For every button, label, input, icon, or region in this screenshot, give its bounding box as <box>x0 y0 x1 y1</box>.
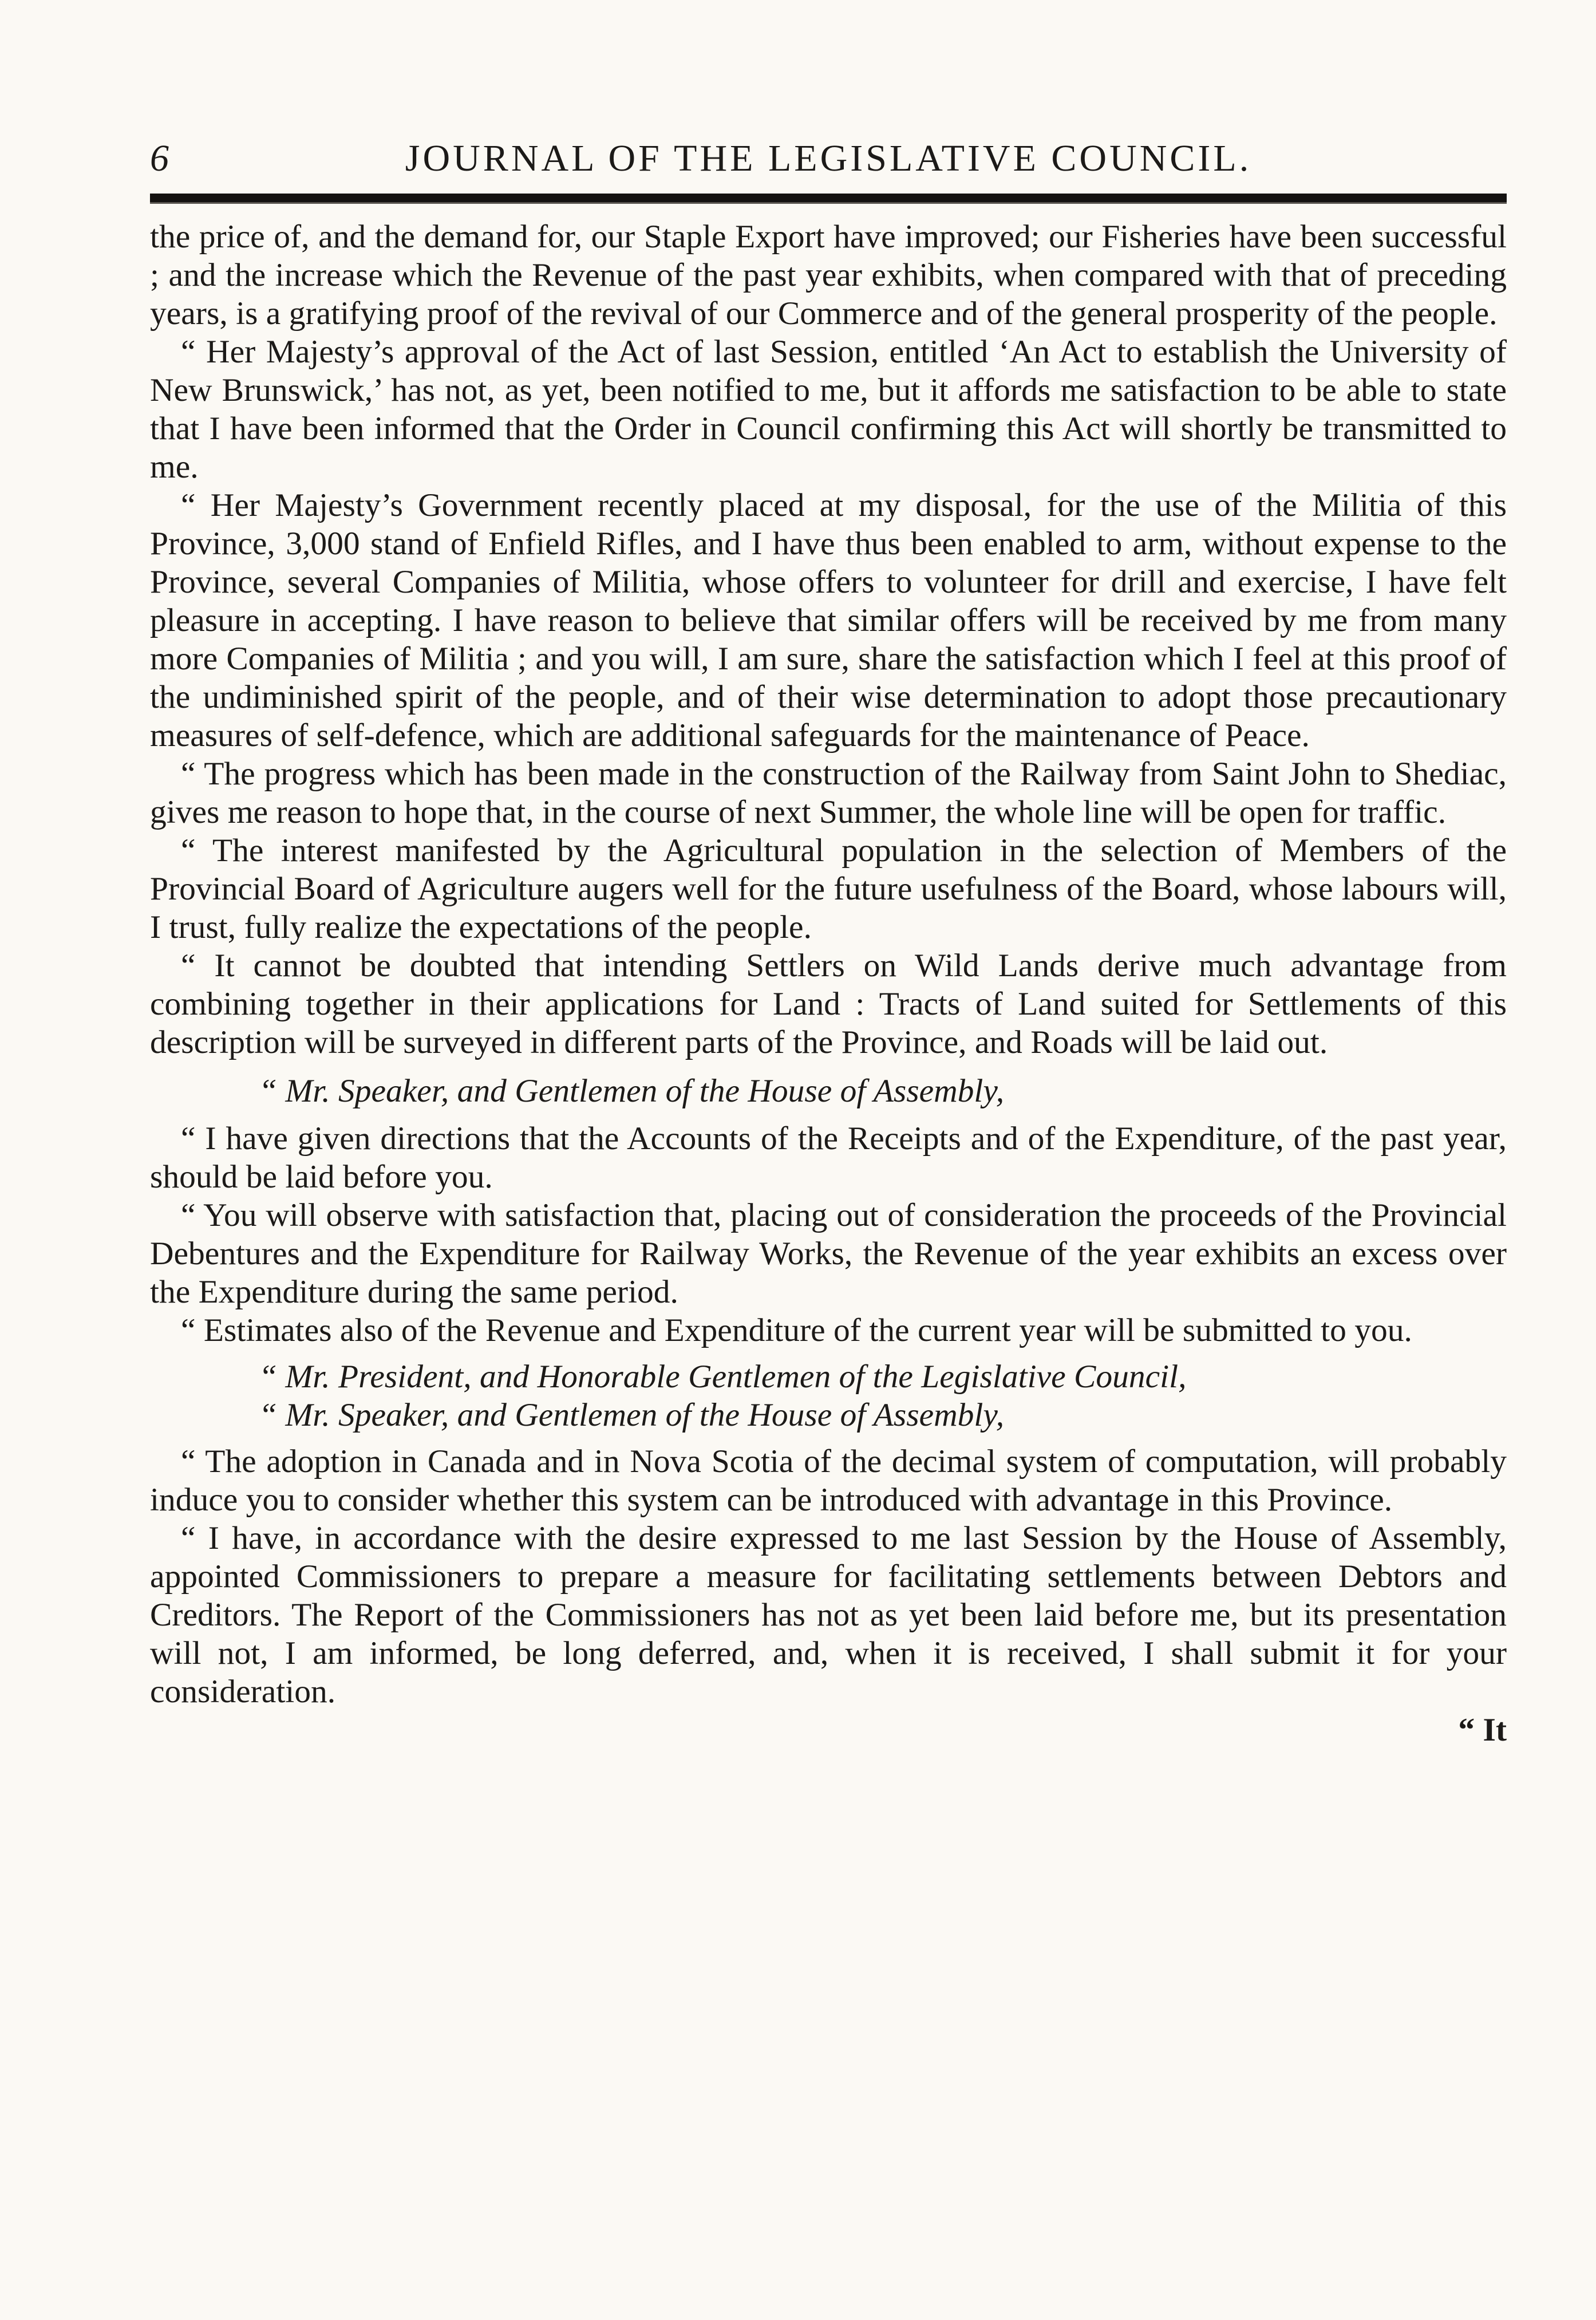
header-rule <box>150 194 1507 204</box>
paragraph-university-act: “ Her Majesty’s approval of the Act of last Session, entitled ‘An Act to establish the University of New Brunswick,’ has not, as yet, been notified to me, but it affords me satisfaction to be able to state that I have been informed that the Order in Council confirming this Act will shortly be transmitted to me. <box>150 334 1507 485</box>
paragraph-militia-rifles: “ Her Majesty’s Government recently placed at my disposal, for the use of the Militia of this Province, 3,000 stand of Enfield Rifles, and I have thus been enabled to arm, without expense to the Province, several Companies of Militia, whose offers to volunteer for drill and exercise, I have felt pleasure in accepting. I have reason to believe that similar offers will be received by me from many more Companies of Militia ; and you will, I am sure, share the satisfaction which I feel at this proof of the undiminished spirit of the people, and of their wise determination to adopt those precautionary measures of self-defence, which are additional safeguards for the maintenance of Peace. <box>150 487 1507 753</box>
running-title: JOURNAL OF THE LEGISLATIVE COUNCIL. <box>405 137 1252 179</box>
page-header <box>150 127 1507 190</box>
paragraph-revenue-excess: “ You will observe with satisfaction that, placing out of consideration the proceeds of the Provincial Debentures and the Expenditure for Railway Works, the Revenue of the year exhibits an excess over the Expenditure during the same period. <box>150 1197 1507 1310</box>
paragraph-agriculture-board: “ The interest manifested by the Agricultural population in the selection of Members of the Provincial Board of Agriculture augers well for the future usefulness of the Board, whose labours will, I trust, fully realize the expectations of the people. <box>150 832 1507 945</box>
paragraph-staple-export: the price of, and the demand for, our Staple Export have improved; our Fisheries have been successful ; and the increase which the Revenue of the past year exhibits, when compared with that of preceding years, is a gratifying proof of the revival of our Commerce and of the general prosperity of the people. <box>150 219 1507 332</box>
page-number: 6 <box>150 137 169 179</box>
paragraph-accounts: “ I have given directions that the Accounts of the Receipts and of the Expenditure, of the past year, should be laid before you. <box>150 1120 1507 1195</box>
address-president-council: “ Mr. President, and Honorable Gentlemen of the Legislative Council, <box>259 1359 1187 1395</box>
paragraph-decimal-system: “ The adoption in Canada and in Nova Scotia of the decimal system of computation, will probably induce you to consider whether this system can be introduced with advantage in this Province. <box>150 1443 1507 1518</box>
paragraph-estimates: “ Estimates also of the Revenue and Expenditure of the current year will be submitted to you. <box>181 1312 1412 1348</box>
paragraph-wild-lands: “ It cannot be doubted that intending Settlers on Wild Lands derive much advantage from combining together in their applications for Land : Tracts of Land suited for Settlements of this description will be surveyed in different parts of the Province, and Roads will be laid out. <box>150 948 1507 1060</box>
address-speaker-assembly-2: “ Mr. Speaker, and Gentlemen of the House of Assembly, <box>259 1397 1005 1433</box>
paragraph-railway-progress: “ The progress which has been made in the construction of the Railway from Saint John to Shediac, gives me reason to hope that, in the course of next Summer, the whole line will be open for traffic. <box>150 756 1507 830</box>
catchword: “ It <box>1458 1712 1507 1748</box>
paragraph-debtors-creditors: “ I have, in accordance with the desire expressed to me last Session by the House of Assembly, appointed Commissioners to prepare a measure for facilitating settlements between Debtors and Creditors. The Report of the Commissioners has not as yet been laid before me, but its presentation will not, I am informed, be long deferred, and, when it is received, I shall submit it for your consideration. <box>150 1520 1507 1710</box>
body-text <box>150 218 1507 1749</box>
address-speaker-assembly: “ Mr. Speaker, and Gentlemen of the House of Assembly, <box>259 1073 1005 1109</box>
